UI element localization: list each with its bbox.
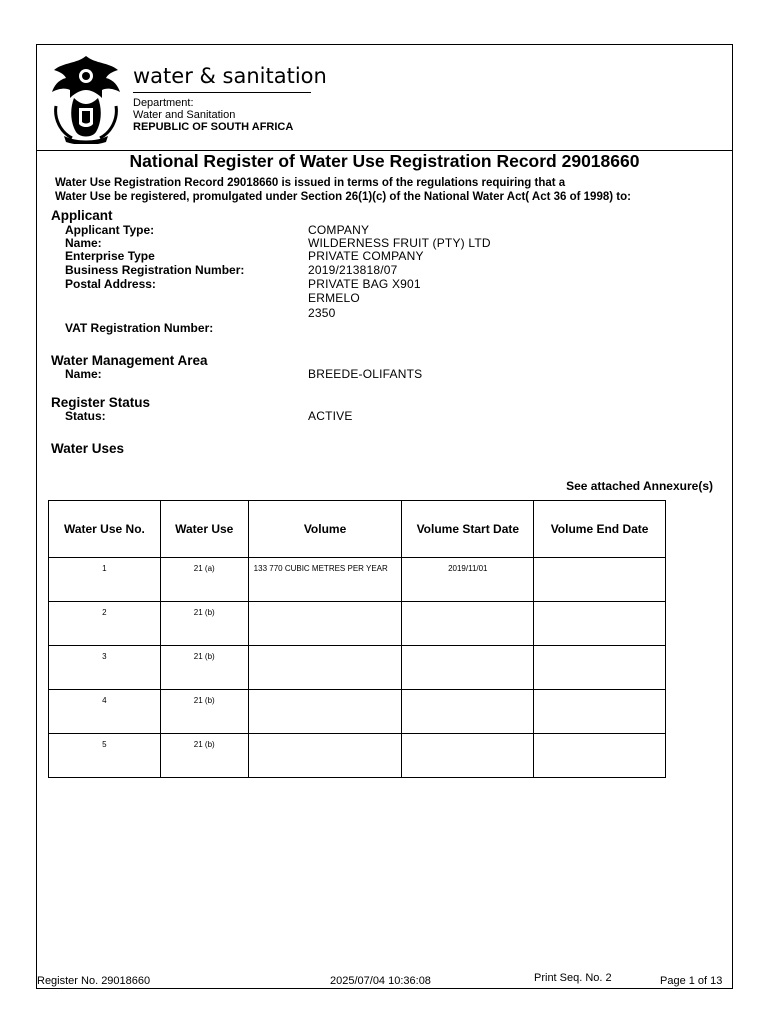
department-block [133,97,293,133]
footer-timestamp: 2025/07/04 10:36:08 [330,975,431,987]
wma-name-label: Name: [65,367,102,381]
cell-water-use-no: 5 [49,734,161,778]
footer-print-seq: Print Seq. No. 2 [534,972,612,984]
cell-start-date [402,734,534,778]
postal-line-1: PRIVATE BAG X901 [308,277,421,291]
cell-start-date: 2019/11/01 [402,558,534,602]
postal-address-label: Postal Address: [65,277,156,291]
postal-line-2: ERMELO [308,291,360,305]
cell-water-use: 21 (a) [160,558,248,602]
brand-divider [133,92,311,93]
cell-water-use-no: 4 [49,690,161,734]
cell-end-date [534,646,666,690]
cell-volume [248,734,402,778]
col-header-start-date: Volume Start Date [402,501,534,558]
table-row [49,690,666,734]
cell-start-date [402,646,534,690]
annexure-note: See attached Annexure(s) [566,479,713,493]
status-value: ACTIVE [308,409,353,423]
applicant-heading: Applicant [51,208,113,223]
intro-text [55,176,631,204]
wma-name-value: BREEDE-OLIFANTS [308,367,423,381]
cell-water-use: 21 (b) [160,734,248,778]
applicant-name-value: WILDERNESS FRUIT (PTY) LTD [308,236,491,250]
cell-end-date [534,690,666,734]
postal-line-3: 2350 [308,306,336,320]
brand-title: water & sanitation [133,64,327,88]
cell-water-use: 21 (b) [160,646,248,690]
wma-heading: Water Management Area [51,353,208,368]
water-uses-heading: Water Uses [51,441,125,456]
cell-start-date [402,602,534,646]
cell-start-date [402,690,534,734]
cell-volume: 133 770 CUBIC METRES PER YEAR [248,558,402,602]
footer-page-number: Page 1 of 13 [660,975,723,987]
enterprise-type-value: PRIVATE COMPANY [308,249,424,263]
table-row [49,602,666,646]
applicant-type-label: Applicant Type: [65,223,155,237]
intro-line-2: Water Use be registered, promulgated under Section 26(1)(c) of the National Water Act( Act 36 of 1998) to: [55,191,631,203]
col-header-end-date: Volume End Date [534,501,666,558]
table-header-row [49,501,666,558]
cell-volume [248,646,402,690]
register-status-heading: Register Status [51,395,151,410]
vat-number-label: VAT Registration Number: [65,321,214,335]
cell-end-date [534,734,666,778]
dept-line-1: Department: [133,97,194,109]
page-title: National Register of Water Use Registration Record 29018660 [129,151,640,171]
col-header-volume: Volume [248,501,402,558]
enterprise-type-label: Enterprise Type [65,249,155,263]
coat-of-arms-logo [46,52,126,144]
cell-volume [248,690,402,734]
cell-water-use: 21 (b) [160,602,248,646]
table-row [49,734,666,778]
col-header-water-use-no: Water Use No. [49,501,161,558]
dept-line-3: REPUBLIC OF SOUTH AFRICA [133,121,294,133]
applicant-name-label: Name: [65,236,102,250]
status-label: Status: [65,409,106,423]
business-reg-label: Business Registration Number: [65,263,245,277]
cell-water-use: 21 (b) [160,690,248,734]
dept-line-2: Water and Sanitation [133,109,236,121]
col-header-water-use: Water Use [160,501,248,558]
business-reg-value: 2019/213818/07 [308,263,398,277]
cell-water-use-no: 2 [49,602,161,646]
cell-water-use-no: 1 [49,558,161,602]
cell-end-date [534,558,666,602]
water-uses-table [48,500,666,778]
cell-end-date [534,602,666,646]
footer-register-no: Register No. 29018660 [37,975,151,987]
intro-line-1: Water Use Registration Record 29018660 is issued in terms of the regulations requiring that a [55,177,566,189]
applicant-type-value: COMPANY [308,223,370,237]
cell-water-use-no: 3 [49,646,161,690]
cell-volume [248,602,402,646]
table-row [49,646,666,690]
table-row [49,558,666,602]
